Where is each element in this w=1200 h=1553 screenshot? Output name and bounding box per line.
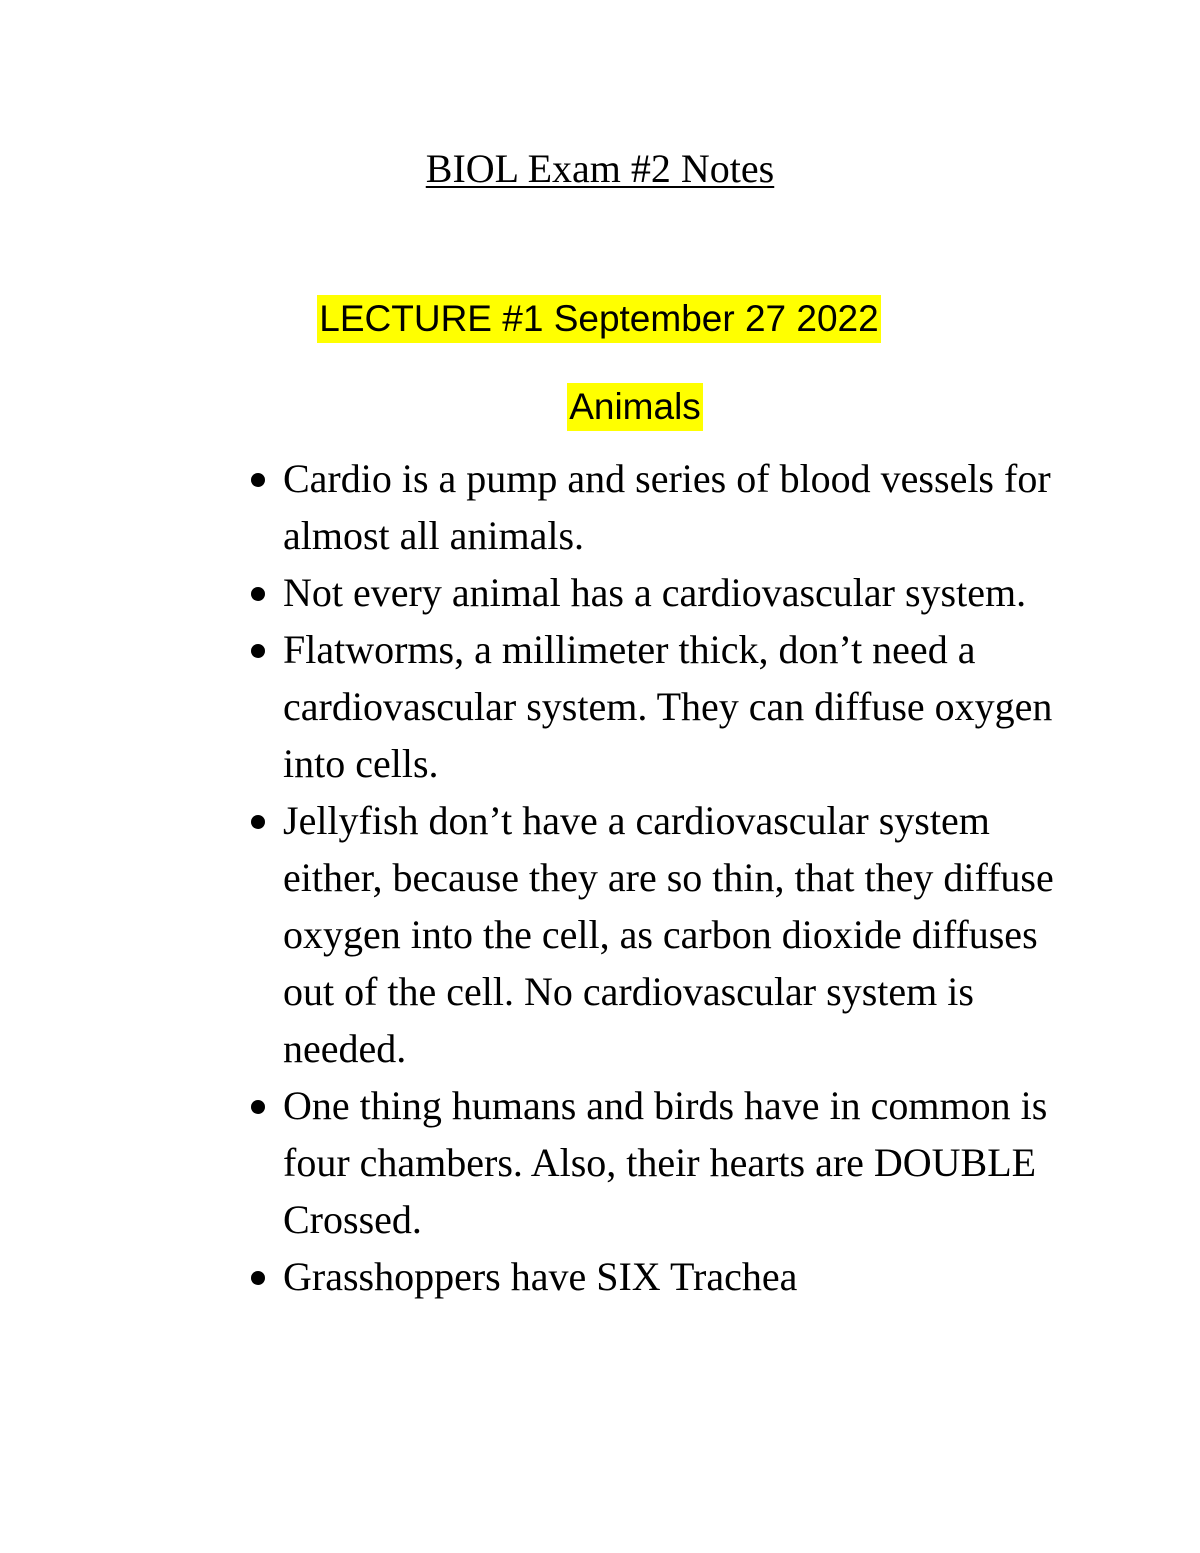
section-heading-text: Animals [567,383,703,431]
note-text: Grasshoppers have SIX Trachea [283,1254,798,1299]
bullet-icon [251,644,265,658]
note-text: Flatworms, a millimeter thick, don’t need a cardiovascular system. They can diffuse oxygen into cells. [283,627,1053,786]
note-item [245,621,1065,792]
note-item [245,1077,1065,1248]
lecture-heading-text: LECTURE #1 September 27 2022 [317,295,880,343]
note-item [245,1248,1065,1305]
lecture-heading [0,295,1200,343]
bullet-icon [251,815,265,829]
note-item [245,450,1065,564]
notes-list [245,450,1065,1305]
bullet-icon [251,1100,265,1114]
note-item [245,564,1065,621]
note-text: One thing humans and birds have in common is four chambers. Also, their hearts are DOUBLE Crossed. [283,1083,1048,1242]
document-title: BIOL Exam #2 Notes [425,146,775,191]
section-heading [0,383,1200,431]
bullet-icon [251,1271,265,1285]
note-text: Cardio is a pump and series of blood vessels for almost all animals. [283,456,1051,558]
bullet-icon [251,473,265,487]
note-text: Not every animal has a cardiovascular system. [283,570,1027,615]
bullet-icon [251,587,265,601]
note-item [245,792,1065,1077]
note-text: Jellyfish don’t have a cardiovascular system either, because they are so thin, that they diffuse oxygen into the cell, as carbon dioxide diffuses out of the cell. No cardiovascular system is needed. [283,798,1054,1071]
